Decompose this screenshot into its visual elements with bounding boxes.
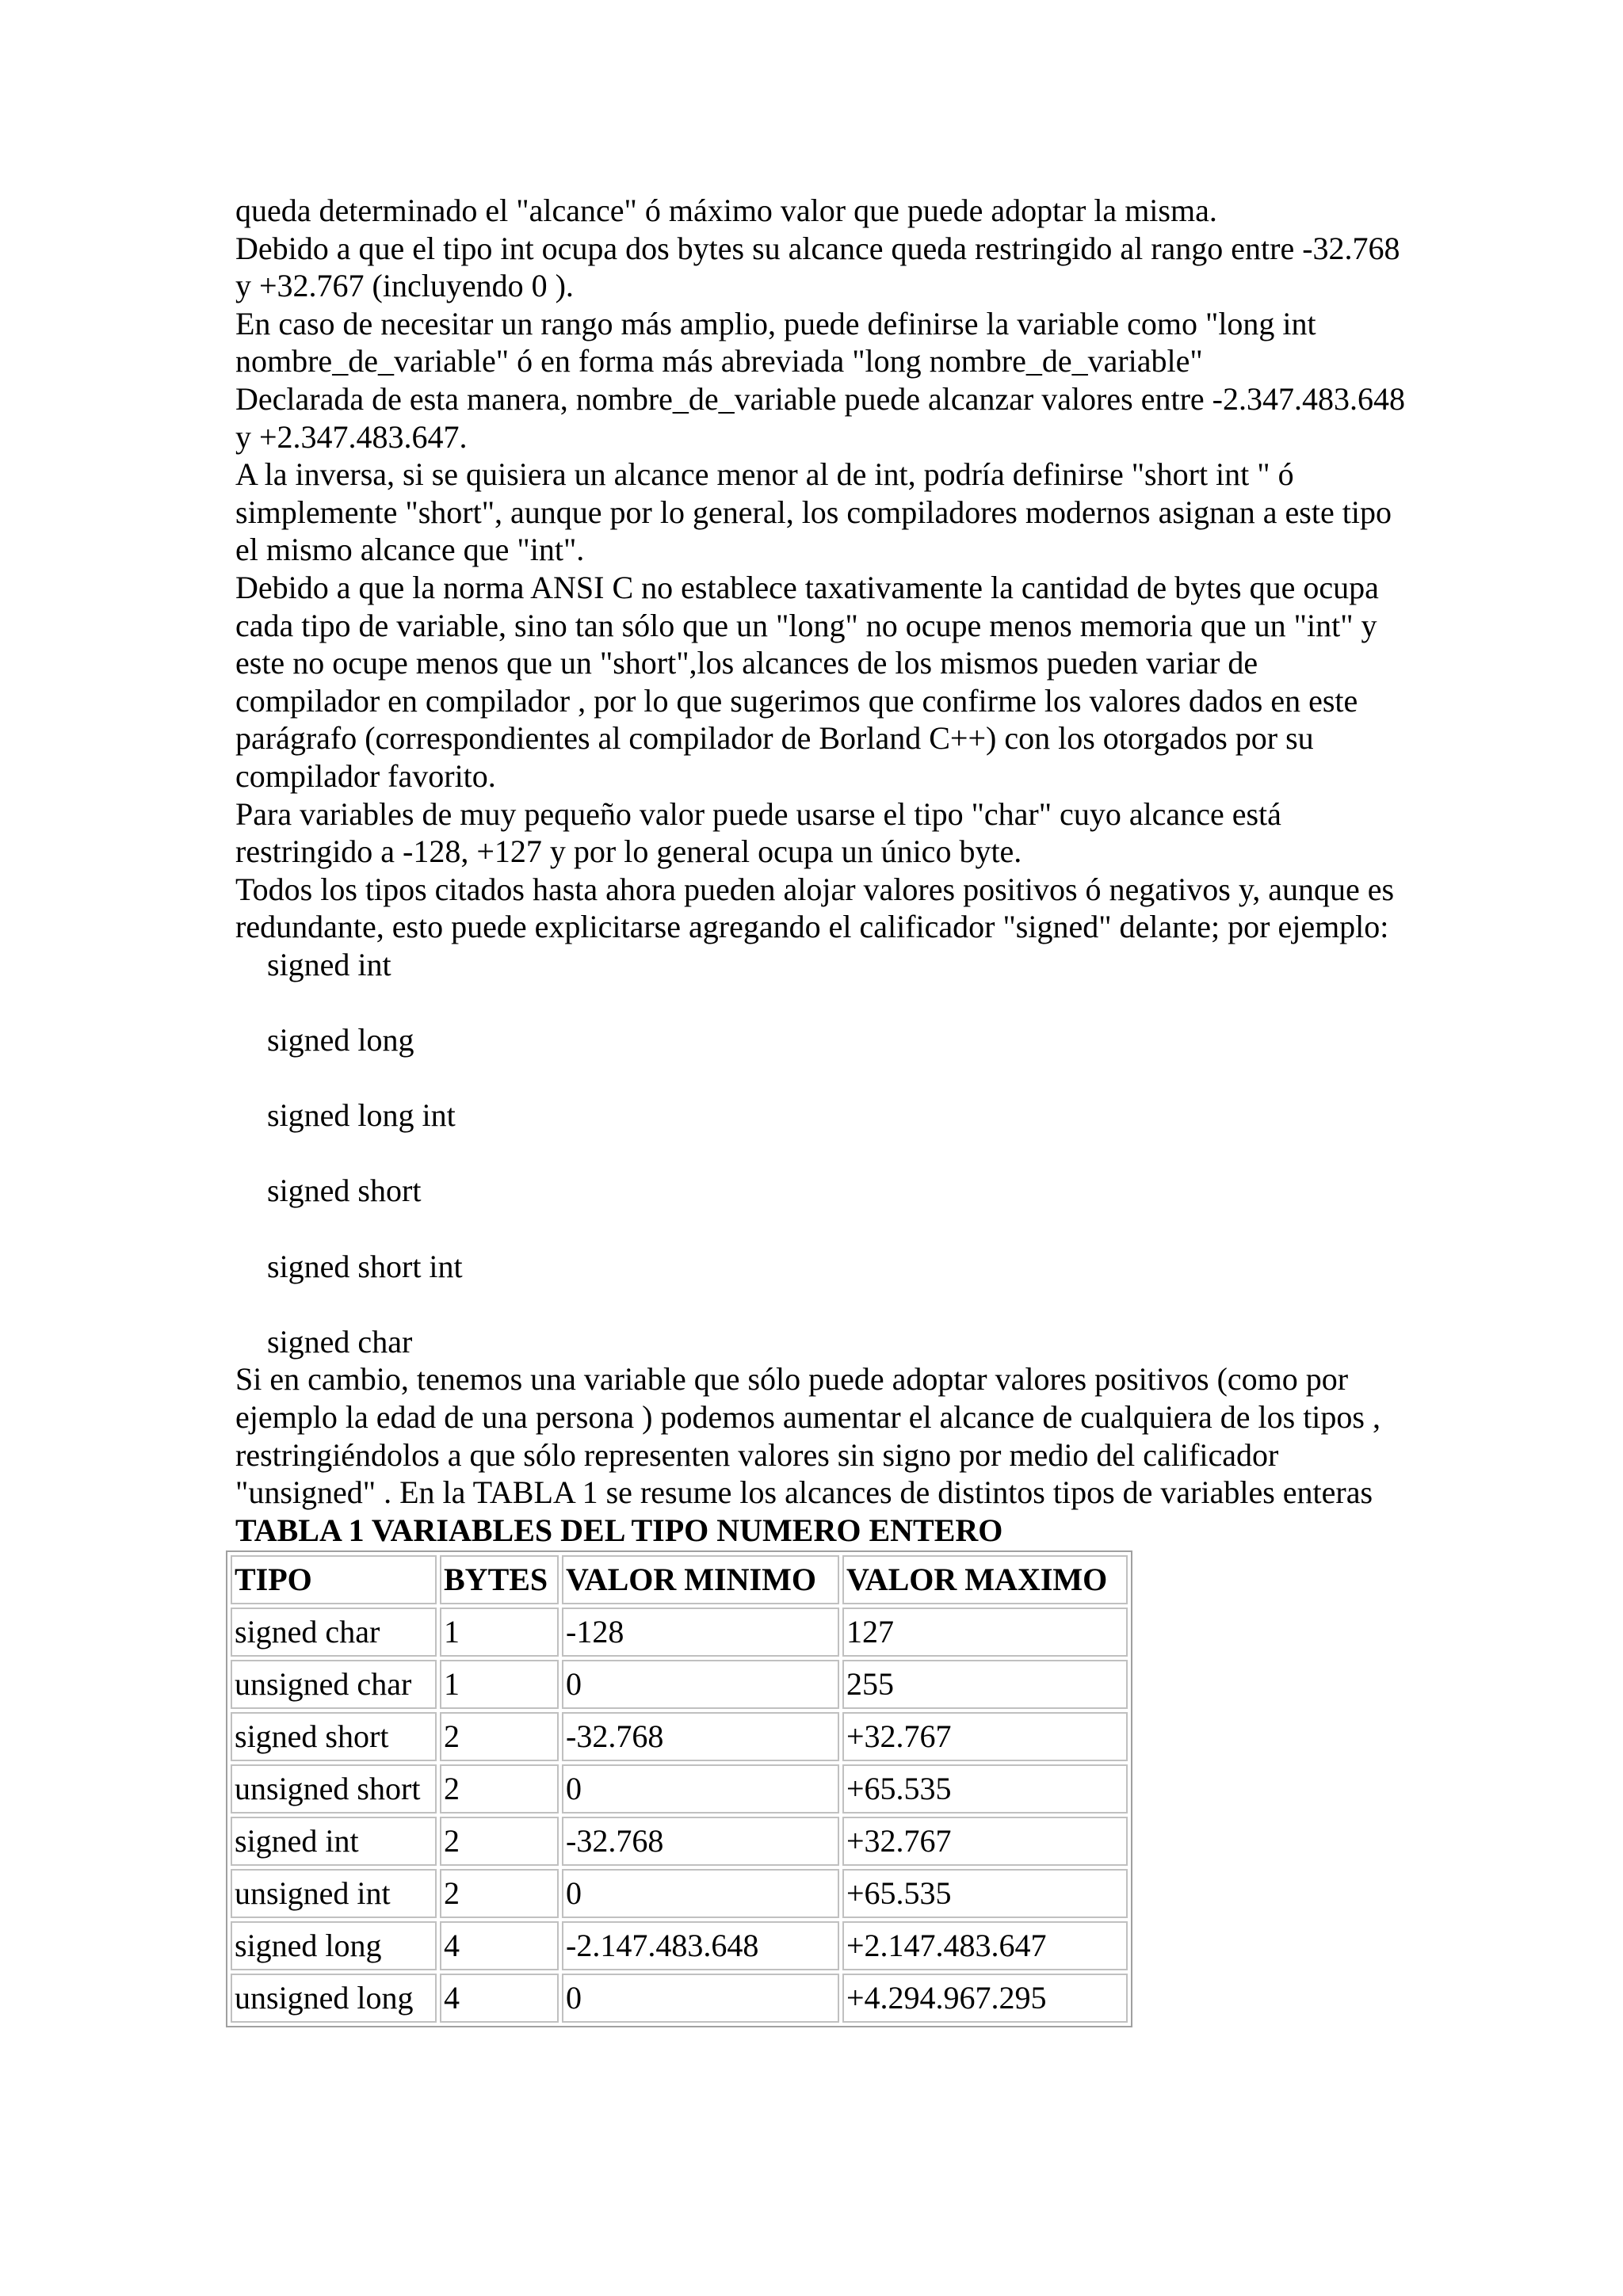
table-row xyxy=(231,1660,1128,1709)
cell-valor-maximo: +32.767 xyxy=(842,1712,1128,1761)
cell-valor-minimo: -32.768 xyxy=(562,1712,839,1761)
cell-valor-minimo: -32.768 xyxy=(562,1817,839,1866)
paragraph: En caso de necesitar un rango más amplio, puede definirse la variable como "long int nombre_de_variable" ó en forma más abreviada "long nombre_de_variable" xyxy=(235,305,1316,379)
paragraph: A la inversa, si se quisiera un alcance menor al de int, podría definirse "short int " ó simplemente "short", aunque por lo general, los compiladores modernos asignan a este tipo el mismo alcance que "int". xyxy=(235,456,1392,568)
header-valor-minimo: VALOR MINIMO xyxy=(562,1555,839,1604)
table-row xyxy=(231,1817,1128,1866)
signed-examples-list xyxy=(235,946,1408,1361)
cell-valor-maximo: +65.535 xyxy=(842,1869,1128,1918)
paragraph: Debido a que el tipo int ocupa dos bytes su alcance queda restringido al rango entre -32.768 y +32.767 (incluyendo 0 ). xyxy=(235,230,1400,304)
signed-example: signed long int xyxy=(267,1097,456,1134)
cell-valor-maximo: +65.535 xyxy=(842,1764,1128,1814)
cell-bytes: 2 xyxy=(440,1764,559,1814)
paragraph: Debido a que la norma ANSI C no establece taxativamente la cantidad de bytes que ocupa cada tipo de variable, sino tan sólo que un "long" no ocupe menos memoria que un "int" y este no ocupe menos que un "short",los alcances de los mismos pueden variar de compilador en compilador , por lo que sugerimos que confirme los valores dados en este parágrafo (correspondientes al compilador de Borland C++) con los otorgados por su compilador favorito. xyxy=(235,569,1379,794)
table-title: TABLA 1 VARIABLES DEL TIPO NUMERO ENTERO xyxy=(235,1512,1003,1548)
cell-bytes: 2 xyxy=(440,1869,559,1918)
paragraph: Todos los tipos citados hasta ahora pueden alojar valores positivos ó negativos y, aunque es redundante, esto puede explicitarse agregando el calificador "signed" delante; por ejemplo: xyxy=(235,871,1395,945)
signed-example: signed long xyxy=(267,1022,414,1058)
document-body xyxy=(235,192,1408,2027)
cell-valor-minimo: 0 xyxy=(562,1974,839,2023)
cell-valor-minimo: -128 xyxy=(562,1608,839,1657)
cell-valor-maximo: +2.147.483.647 xyxy=(842,1921,1128,1970)
cell-tipo: unsigned short xyxy=(231,1764,437,1814)
signed-example: signed char xyxy=(267,1323,413,1360)
paragraph: Declarada de esta manera, nombre_de_variable puede alcanzar valores entre -2.347.483.648 y +2.347.483.647. xyxy=(235,380,1405,455)
cell-tipo: signed short xyxy=(231,1712,437,1761)
cell-valor-maximo: +4.294.967.295 xyxy=(842,1974,1128,2023)
cell-bytes: 2 xyxy=(440,1817,559,1866)
cell-tipo: signed long xyxy=(231,1921,437,1970)
cell-valor-minimo: 0 xyxy=(562,1869,839,1918)
paragraph: Si en cambio, tenemos una variable que sólo puede adoptar valores positivos (como por ejemplo la edad de una persona ) podemos aumentar el alcance de cualquiera de los tipos , restringiéndolos a que sólo representen valores sin signo por medio del calificador "unsigned" . En la TABLA 1 se resume los alcances de distintos tipos de variables enteras xyxy=(235,1361,1381,1511)
table-row xyxy=(231,1764,1128,1814)
cell-bytes: 4 xyxy=(440,1974,559,2023)
cell-valor-maximo: 127 xyxy=(842,1608,1128,1657)
table-row xyxy=(231,1869,1128,1918)
header-bytes: BYTES xyxy=(440,1555,559,1604)
table-row xyxy=(231,1608,1128,1657)
cell-tipo: signed int xyxy=(231,1817,437,1866)
cell-valor-minimo: 0 xyxy=(562,1660,839,1709)
cell-bytes: 1 xyxy=(440,1608,559,1657)
cell-tipo: unsigned char xyxy=(231,1660,437,1709)
cell-bytes: 2 xyxy=(440,1712,559,1761)
cell-tipo: unsigned long xyxy=(231,1974,437,2023)
cell-valor-minimo: -2.147.483.648 xyxy=(562,1921,839,1970)
header-valor-maximo: VALOR MAXIMO xyxy=(842,1555,1128,1604)
cell-bytes: 4 xyxy=(440,1921,559,1970)
signed-example: signed short int xyxy=(267,1248,463,1284)
cell-valor-maximo: 255 xyxy=(842,1660,1128,1709)
header-tipo: TIPO xyxy=(231,1555,437,1604)
paragraph: Para variables de muy pequeño valor puede usarse el tipo "char" cuyo alcance está restringido a -128, +127 y por lo general ocupa un único byte. xyxy=(235,795,1281,870)
cell-valor-maximo: +32.767 xyxy=(842,1817,1128,1866)
table-row xyxy=(231,1974,1128,2023)
cell-tipo: unsigned int xyxy=(231,1869,437,1918)
signed-example: signed int xyxy=(267,946,391,982)
cell-tipo: signed char xyxy=(231,1608,437,1657)
cell-bytes: 1 xyxy=(440,1660,559,1709)
integer-types-table xyxy=(226,1550,1132,2027)
paragraph: queda determinado el "alcance" ó máximo valor que puede adoptar la misma. xyxy=(235,193,1217,228)
table-header-row xyxy=(231,1555,1128,1604)
table-row xyxy=(231,1921,1128,1970)
table-row xyxy=(231,1712,1128,1761)
signed-example: signed short xyxy=(267,1173,422,1209)
cell-valor-minimo: 0 xyxy=(562,1764,839,1814)
